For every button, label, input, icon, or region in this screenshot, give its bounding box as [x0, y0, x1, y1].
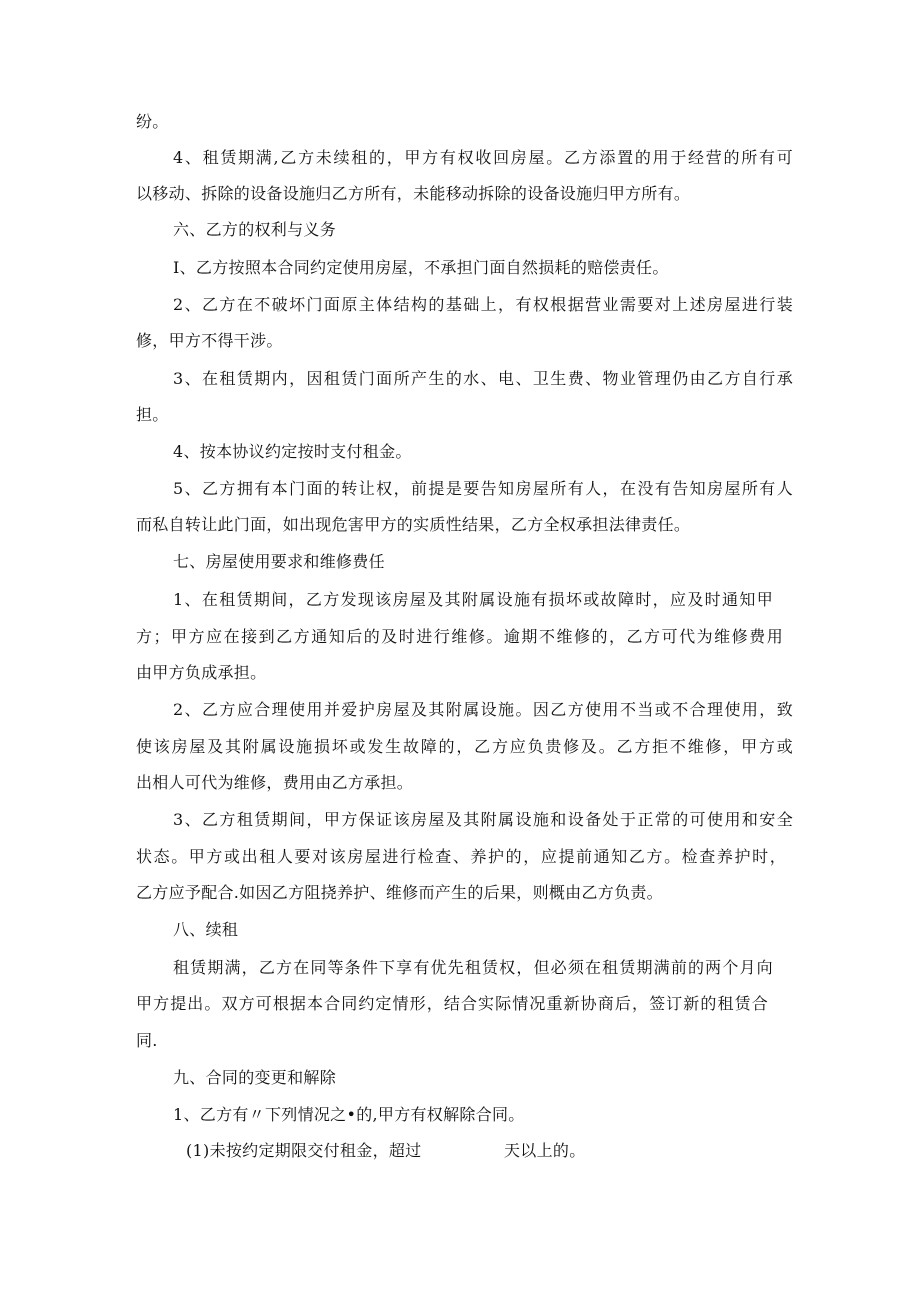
text-line: 2、乙方应合理使用并爱护房屋及其附属设施。因乙方使用不当或不合理使用，致: [173, 700, 793, 719]
text-line: 以移动、拆除的设备设施归乙方所有，未能移动拆除的设备设施归甲方所有。: [136, 184, 691, 203]
section-heading: 六、乙方的权利与义务: [173, 220, 337, 239]
text-line: 修，甲方不得干涉。: [136, 331, 283, 350]
text-line: 使该房屋及其附属设施损坏或发生故障的，乙方应负贵修及。乙方拒不维修，甲方或: [136, 737, 793, 756]
text-line: 乙方应予配合.如因乙方阻挠养护、维修而产生的后果，则概由乙方负责。: [136, 883, 663, 902]
text-line: 3、在租赁期内，因租赁门面所产生的水、电、卫生费、物业管理仍由乙方自行承: [173, 369, 793, 388]
text-line: 4、租赁期满,乙方未续租的，甲方有权收回房屋。乙方添置的用于经营的所有可: [173, 148, 793, 167]
text-line: 天以上的。: [504, 1141, 586, 1160]
section-heading: 七、房屋使用要求和维修费任: [173, 552, 385, 571]
section-heading: 九、合同的变更和解除: [173, 1068, 337, 1087]
text-line: 甲方提出。双方可根据本合同约定情形，结合实际情况重新协商后，签订新的租赁合: [136, 994, 768, 1013]
section-heading: 八、续租: [173, 920, 239, 939]
text-line: (1)未按约定期限交付租金，超过: [186, 1141, 422, 1160]
text-line: 5、乙方拥有本门面的转让权，前提是要告知房屋所有人，在没有告知房屋所有人: [173, 479, 793, 498]
text-line: 方；甲方应在接到乙方通知后的及时进行维修。逾期不维修的，乙方可代为维修费用: [136, 627, 783, 646]
text-line: 由甲方负成承担。: [136, 663, 267, 682]
text-line: 3、乙方租赁期间，甲方保证该房屋及其附属设施和设备处于正常的可使用和安全: [173, 810, 793, 829]
text-line: 2、乙方在不破坏门面原主体结构的基础上，有权根据营业需要对上述房屋进行装: [173, 295, 793, 314]
text-line: 而私自转让此门面，如出现危害甲方的实质性结果，乙方全权承担法律责任。: [136, 515, 691, 534]
text-line: 4、按本协议约定按时支付租金。: [173, 442, 412, 461]
text-line: I、乙方按照本合同约定使用房屋，不承担门面自然损耗的赔偿责任。: [173, 258, 669, 277]
text-line: 状态。甲方或出租人要对该房屋进行检查、养护的，应提前通知乙方。检查养护时，: [136, 847, 786, 866]
text-line: 同.: [136, 1031, 158, 1050]
text-line: 纷。: [136, 112, 169, 131]
text-line: 租赁期满，乙方在同等条件下享有优先租赁权，但必须在租赁期满前的两个月向: [173, 958, 773, 977]
text-line: 担。: [136, 405, 169, 424]
text-line: 出相人可代为维修，费用由乙方承担。: [136, 773, 414, 792]
text-line: 1、乙方有〃下列情况之•的,甲方有权解除合同。: [173, 1105, 525, 1124]
text-line: 1、在租赁期间，乙方发现该房屋及其附属设施有损坏或故障时，应及时通知甲: [173, 590, 773, 609]
